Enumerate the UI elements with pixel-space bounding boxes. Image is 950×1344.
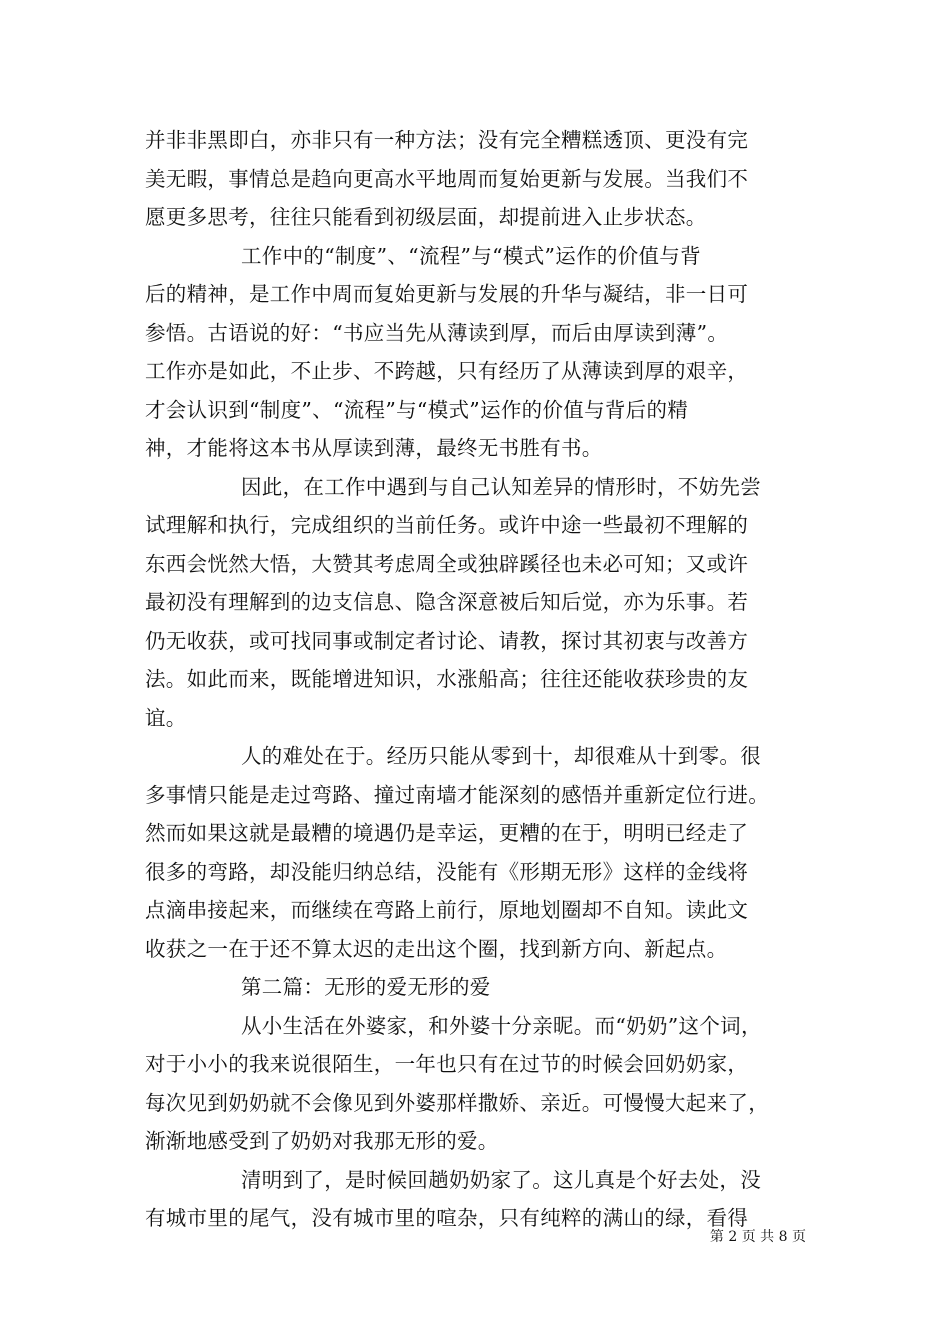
paragraph-start-line: 因此，在工作中遇到与自己认知差异的情形时，不妨先尝 — [241, 474, 761, 499]
body-text — [145, 121, 815, 1238]
text-line: 最初没有理解到的边支信息、隐含深意被后知后觉，亦为乐事。若 — [145, 590, 749, 614]
text-line: 后的精神，是工作中周而复始更新与发展的升华与凝结，非一日可 — [145, 282, 749, 306]
page-number-footer: 第 2 页 共 8 页 — [709, 1229, 806, 1245]
text-line: 并非非黑即白，亦非只有一种方法；没有完全糟糕透顶、更没有完 — [145, 128, 749, 152]
text-line: 参悟。古语说的好：“书应当先从薄读到厚，而后由厚读到薄”。 — [145, 320, 729, 345]
text-line: 东西会恍然大悟，大赞其考虑周全或独辟蹊径也未必可知；又或许 — [145, 551, 749, 576]
text-line: 点滴串接起来，而继续在弯路上前行，原地划圈却不自知。读此文 — [145, 898, 749, 922]
text-line: 谊。 — [145, 705, 187, 730]
text-line: 每次见到奶奶就不会像见到外婆那样撒娇、亲近。可慢慢大起来了， — [145, 1090, 769, 1115]
text-line: 然而如果这就是最糟的境遇仍是幸运，更糟的在于，明明已经走了 — [145, 821, 749, 845]
text-line: 对于小小的我来说很陌生，一年也只有在过节的时候会回奶奶家， — [145, 1052, 749, 1076]
text-line: 法。如此而来，既能增进知识，水涨船高；往往还能收获珍贵的友 — [145, 667, 749, 691]
section-heading: 第二篇：无形的爱无形的爱 — [241, 975, 491, 999]
text-line: 有城市里的尾气，没有城市里的喧杂，只有纯粹的满山的绿，看得 — [145, 1206, 749, 1230]
text-line: 才会认识到“制度”、“流程”与“模式”运作的价值与背后的精 — [145, 397, 689, 422]
text-line: 试理解和执行，完成组织的当前任务。或许中途一些最初不理解的 — [145, 513, 749, 537]
text-line: 很多的弯路，却没能归纳总结，没能有《形期无形》这样的金线将 — [145, 859, 749, 884]
paragraph-start-line: 人的难处在于。经历只能从零到十，却很难从十到零。很 — [241, 744, 761, 768]
text-line: 美无暇，事情总是趋向更高水平地周而复始更新与发展。当我们不 — [145, 166, 749, 191]
text-line: 仍无收获，或可找同事或制定者讨论、请教，探讨其初衷与改善方 — [145, 628, 749, 653]
paragraph-start-line: 工作中的“制度”、“流程”与“模式”运作的价值与背 — [241, 243, 701, 268]
text-line: 收获之一在于还不算太迟的走出这个圈，找到新方向、新起点。 — [145, 936, 728, 961]
paragraph-start-line: 从小生活在外婆家，和外婆十分亲昵。而“奶奶”这个词， — [241, 1013, 762, 1038]
text-line: 工作亦是如此，不止步、不跨越，只有经历了从薄读到厚的艰辛， — [145, 359, 749, 383]
text-line: 神，才能将这本书从厚读到薄，最终无书胜有书。 — [145, 436, 603, 460]
text-line: 多事情只能是走过弯路、撞过南墙才能深刻的感悟并重新定位行进。 — [145, 782, 769, 807]
paragraph-start-line: 清明到了，是时候回趟奶奶家了。这儿真是个好去处，没 — [241, 1167, 761, 1192]
text-line: 愿更多思考，往往只能看到初级层面，却提前进入止步状态。 — [145, 205, 707, 229]
text-line: 渐渐地感受到了奶奶对我那无形的爱。 — [145, 1129, 499, 1153]
